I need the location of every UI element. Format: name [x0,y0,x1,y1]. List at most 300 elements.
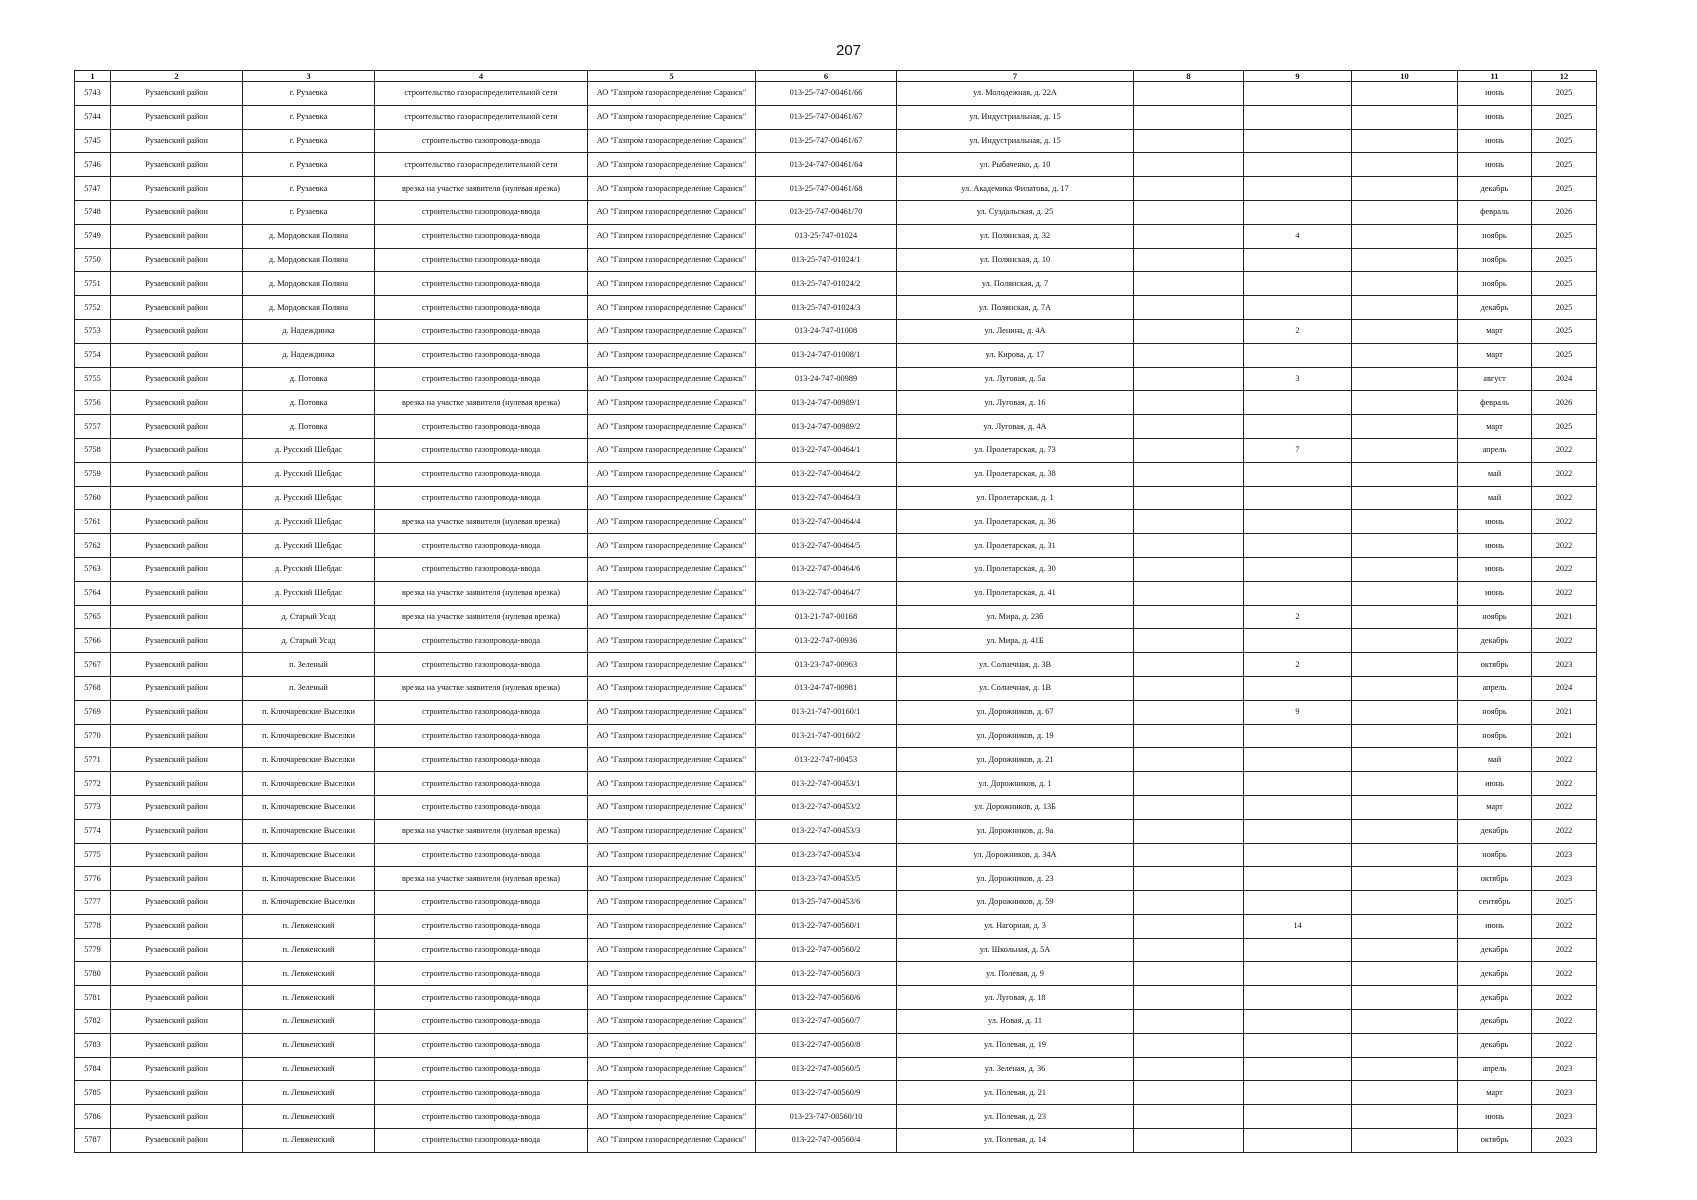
cell-col-8 [1134,391,1244,415]
cell-year: 2022 [1532,772,1597,796]
cell-month: ноябрь [1458,272,1532,296]
cell-organization: АО "Газпром газораспределение Саранск" [588,177,756,201]
cell-month: март [1458,415,1532,439]
cell-locality: д. Русский Шебдас [243,462,375,486]
cell-col-10 [1352,724,1458,748]
cell-district: Рузаевский район [111,557,243,581]
cell-district: Рузаевский район [111,105,243,129]
cell-work-type: врезка на участке заявителя (нулевая врезка) [375,676,588,700]
cell-col-8 [1134,867,1244,891]
table-row [75,1010,1597,1034]
cell-month: июнь [1458,557,1532,581]
cell-work-type: врезка на участке заявителя (нулевая врезка) [375,177,588,201]
cell-address: ул. Луговая, д. 18 [897,986,1134,1010]
table-row [75,534,1597,558]
cell-number: 5776 [75,867,111,891]
cell-locality: г. Рузаевка [243,200,375,224]
cell-year: 2022 [1532,629,1597,653]
cell-address: ул. Нагорная, д. 3 [897,914,1134,938]
cell-district: Рузаевский район [111,867,243,891]
cell-district: Рузаевский район [111,129,243,153]
cell-address: ул. Дорожников, д. 13Б [897,795,1134,819]
cell-month: ноябрь [1458,843,1532,867]
cell-number: 5759 [75,462,111,486]
cell-month: июнь [1458,105,1532,129]
cell-contract-id: 013-22-747-00464/1 [756,438,897,462]
cell-work-type: строительство газопровода-ввода [375,653,588,677]
cell-year: 2024 [1532,367,1597,391]
cell-col-10 [1352,534,1458,558]
cell-col-9 [1244,272,1352,296]
cell-work-type: строительство газопровода-ввода [375,748,588,772]
cell-col-9 [1244,1033,1352,1057]
table-row [75,510,1597,534]
cell-contract-id: 013-22-747-00560/5 [756,1057,897,1081]
cell-district: Рузаевский район [111,581,243,605]
cell-address: ул. Мира, д. 41Б [897,629,1134,653]
cell-number: 5786 [75,1105,111,1129]
cell-col-9 [1244,1081,1352,1105]
cell-col-8 [1134,224,1244,248]
cell-contract-id: 013-22-747-00560/9 [756,1081,897,1105]
cell-year: 2025 [1532,248,1597,272]
cell-address: ул. Дорожников, д. 19 [897,724,1134,748]
cell-year: 2025 [1532,224,1597,248]
cell-district: Рузаевский район [111,795,243,819]
cell-contract-id: 013-24-747-00989/1 [756,391,897,415]
cell-col-9 [1244,82,1352,106]
cell-number: 5779 [75,938,111,962]
cell-organization: АО "Газпром газораспределение Саранск" [588,272,756,296]
cell-year: 2025 [1532,343,1597,367]
cell-year: 2022 [1532,986,1597,1010]
cell-contract-id: 013-23-747-00963 [756,653,897,677]
cell-address: ул. Пролетарская, д. 1 [897,486,1134,510]
cell-year: 2022 [1532,1033,1597,1057]
cell-address: ул. Дорожников, д. 67 [897,700,1134,724]
cell-organization: АО "Газпром газораспределение Саранск" [588,819,756,843]
cell-work-type: строительство газораспределительной сети [375,153,588,177]
cell-col-8 [1134,629,1244,653]
cell-work-type: строительство газопровода-ввода [375,319,588,343]
cell-work-type: строительство газопровода-ввода [375,843,588,867]
cell-organization: АО "Газпром газораспределение Саранск" [588,843,756,867]
cell-contract-id: 013-22-747-00464/4 [756,510,897,534]
cell-locality: д. Русский Шебдас [243,534,375,558]
cell-work-type: строительство газопровода-ввода [375,200,588,224]
cell-district: Рузаевский район [111,486,243,510]
cell-work-type: строительство газопровода-ввода [375,962,588,986]
column-header-4: 4 [375,71,588,82]
cell-organization: АО "Газпром газораспределение Саранск" [588,462,756,486]
cell-year: 2022 [1532,534,1597,558]
cell-organization: АО "Газпром газораспределение Саранск" [588,962,756,986]
cell-month: октябрь [1458,1129,1532,1153]
cell-district: Рузаевский район [111,82,243,106]
cell-contract-id: 013-24-747-00981 [756,676,897,700]
cell-year: 2025 [1532,82,1597,106]
table-row [75,1033,1597,1057]
cell-number: 5750 [75,248,111,272]
column-header-11: 11 [1458,71,1532,82]
cell-locality: п. Ключаревские Выселки [243,724,375,748]
cell-district: Рузаевский район [111,986,243,1010]
cell-work-type: строительство газопровода-ввода [375,1081,588,1105]
cell-number: 5771 [75,748,111,772]
table-row [75,986,1597,1010]
cell-work-type: строительство газопровода-ввода [375,129,588,153]
cell-locality: д. Русский Шебдас [243,510,375,534]
cell-contract-id: 013-25-747-01024/1 [756,248,897,272]
cell-year: 2022 [1532,486,1597,510]
table-row [75,1105,1597,1129]
cell-address: ул. Пролетарская, д. 38 [897,462,1134,486]
cell-organization: АО "Газпром газораспределение Саранск" [588,938,756,962]
cell-month: декабрь [1458,938,1532,962]
cell-col-10 [1352,438,1458,462]
cell-address: ул. Луговая, д. 16 [897,391,1134,415]
cell-organization: АО "Газпром газораспределение Саранск" [588,605,756,629]
cell-year: 2026 [1532,200,1597,224]
cell-work-type: врезка на участке заявителя (нулевая врезка) [375,581,588,605]
cell-number: 5787 [75,1129,111,1153]
cell-year: 2022 [1532,462,1597,486]
cell-work-type: строительство газопровода-ввода [375,1105,588,1129]
cell-locality: п. Ключаревские Выселки [243,748,375,772]
column-header-9: 9 [1244,71,1352,82]
cell-month: июнь [1458,153,1532,177]
cell-district: Рузаевский район [111,1057,243,1081]
cell-col-9 [1244,1010,1352,1034]
cell-organization: АО "Газпром газораспределение Саранск" [588,296,756,320]
cell-work-type: строительство газопровода-ввода [375,629,588,653]
register-table [74,70,1597,1153]
cell-number: 5763 [75,557,111,581]
cell-address: ул. Полянская, д. 7А [897,296,1134,320]
cell-number: 5751 [75,272,111,296]
table-row [75,153,1597,177]
cell-address: ул. Молодежная, д. 22А [897,82,1134,106]
cell-address: ул. Дорожников, д. 1 [897,772,1134,796]
cell-district: Рузаевский район [111,772,243,796]
cell-col-8 [1134,700,1244,724]
cell-year: 2022 [1532,962,1597,986]
cell-contract-id: 013-21-747-00168 [756,605,897,629]
table-body [75,82,1597,1153]
cell-district: Рузаевский район [111,914,243,938]
cell-work-type: строительство газопровода-ввода [375,700,588,724]
cell-address: ул. Полянская, д. 7 [897,272,1134,296]
cell-number: 5762 [75,534,111,558]
cell-work-type: строительство газопровода-ввода [375,415,588,439]
cell-address: ул. Дорожников, д. 23 [897,867,1134,891]
cell-col-8 [1134,795,1244,819]
cell-address: ул. Полевая, д. 14 [897,1129,1134,1153]
cell-year: 2023 [1532,867,1597,891]
cell-address: ул. Рыбаченко, д. 10 [897,153,1134,177]
cell-organization: АО "Газпром газораспределение Саранск" [588,629,756,653]
cell-month: май [1458,462,1532,486]
cell-address: ул. Пролетарская, д. 36 [897,510,1134,534]
cell-col-10 [1352,510,1458,534]
cell-col-8 [1134,367,1244,391]
cell-col-9 [1244,938,1352,962]
cell-district: Рузаевский район [111,177,243,201]
cell-district: Рузаевский район [111,891,243,915]
cell-col-8 [1134,605,1244,629]
cell-contract-id: 013-24-747-01008 [756,319,897,343]
cell-organization: АО "Газпром газораспределение Саранск" [588,1105,756,1129]
cell-locality: п. Левженский [243,1081,375,1105]
cell-district: Рузаевский район [111,843,243,867]
cell-district: Рузаевский район [111,343,243,367]
cell-work-type: строительство газопровода-ввода [375,986,588,1010]
cell-address: ул. Полевая, д. 9 [897,962,1134,986]
cell-district: Рузаевский район [111,391,243,415]
cell-col-9 [1244,296,1352,320]
table-row [75,391,1597,415]
cell-year: 2022 [1532,795,1597,819]
cell-col-8 [1134,177,1244,201]
column-header-3: 3 [243,71,375,82]
cell-year: 2025 [1532,319,1597,343]
cell-contract-id: 013-22-747-00560/4 [756,1129,897,1153]
cell-work-type: строительство газопровода-ввода [375,1129,588,1153]
cell-col-10 [1352,224,1458,248]
cell-number: 5784 [75,1057,111,1081]
cell-col-9: 7 [1244,438,1352,462]
cell-number: 5775 [75,843,111,867]
cell-col-10 [1352,1057,1458,1081]
cell-locality: д. Русский Шебдас [243,438,375,462]
cell-locality: д. Мордовская Поляна [243,296,375,320]
cell-address: ул. Пролетарская, д. 30 [897,557,1134,581]
cell-year: 2025 [1532,105,1597,129]
cell-address: ул. Полевая, д. 19 [897,1033,1134,1057]
cell-number: 5752 [75,296,111,320]
cell-col-9 [1244,343,1352,367]
cell-locality: г. Рузаевка [243,105,375,129]
cell-district: Рузаевский район [111,153,243,177]
cell-organization: АО "Газпром газораспределение Саранск" [588,1010,756,1034]
table-row [75,486,1597,510]
cell-district: Рузаевский район [111,296,243,320]
cell-month: ноябрь [1458,724,1532,748]
cell-district: Рузаевский район [111,819,243,843]
cell-number: 5745 [75,129,111,153]
cell-district: Рузаевский район [111,1033,243,1057]
table-row [75,843,1597,867]
table-row [75,129,1597,153]
cell-col-8 [1134,272,1244,296]
cell-month: март [1458,795,1532,819]
cell-locality: д. Потовка [243,367,375,391]
cell-organization: АО "Газпром газораспределение Саранск" [588,724,756,748]
cell-district: Рузаевский район [111,510,243,534]
cell-contract-id: 013-25-747-00461/68 [756,177,897,201]
cell-contract-id: 013-25-747-00461/67 [756,105,897,129]
cell-year: 2022 [1532,557,1597,581]
cell-col-8 [1134,296,1244,320]
cell-contract-id: 013-22-747-00560/3 [756,962,897,986]
cell-col-8 [1134,200,1244,224]
cell-address: ул. Индустриальная, д. 15 [897,129,1134,153]
cell-col-10 [1352,1081,1458,1105]
cell-contract-id: 013-22-747-00464/2 [756,462,897,486]
cell-col-10 [1352,296,1458,320]
cell-year: 2025 [1532,153,1597,177]
cell-district: Рузаевский район [111,319,243,343]
cell-col-8 [1134,129,1244,153]
cell-col-8 [1134,82,1244,106]
cell-address: ул. Полянская, д. 10 [897,248,1134,272]
cell-organization: АО "Газпром газораспределение Саранск" [588,1033,756,1057]
cell-number: 5768 [75,676,111,700]
table-row [75,891,1597,915]
cell-month: апрель [1458,438,1532,462]
cell-address: ул. Полевая, д. 21 [897,1081,1134,1105]
cell-work-type: строительство газопровода-ввода [375,272,588,296]
cell-contract-id: 013-21-747-00160/1 [756,700,897,724]
cell-contract-id: 013-25-747-01024/3 [756,296,897,320]
cell-number: 5758 [75,438,111,462]
cell-address: ул. Пролетарская, д. 41 [897,581,1134,605]
cell-work-type: врезка на участке заявителя (нулевая врезка) [375,391,588,415]
cell-district: Рузаевский район [111,629,243,653]
cell-col-9 [1244,795,1352,819]
cell-month: октябрь [1458,867,1532,891]
cell-contract-id: 013-22-747-00453/3 [756,819,897,843]
cell-year: 2023 [1532,1129,1597,1153]
cell-col-9 [1244,177,1352,201]
table-row [75,819,1597,843]
cell-col-10 [1352,557,1458,581]
cell-contract-id: 013-22-747-00464/3 [756,486,897,510]
cell-organization: АО "Газпром газораспределение Саранск" [588,319,756,343]
column-header-8: 8 [1134,71,1244,82]
cell-col-10 [1352,795,1458,819]
cell-contract-id: 013-23-747-00453/5 [756,867,897,891]
cell-col-8 [1134,1010,1244,1034]
cell-work-type: строительство газопровода-ввода [375,938,588,962]
cell-col-10 [1352,1129,1458,1153]
cell-col-8 [1134,1033,1244,1057]
cell-col-10 [1352,1010,1458,1034]
cell-number: 5765 [75,605,111,629]
cell-month: февраль [1458,391,1532,415]
cell-year: 2023 [1532,1105,1597,1129]
table-row [75,676,1597,700]
cell-address: ул. Полевая, д. 23 [897,1105,1134,1129]
cell-locality: д. Старый Усад [243,629,375,653]
cell-col-9 [1244,1105,1352,1129]
cell-col-10 [1352,391,1458,415]
cell-work-type: строительство газопровода-ввода [375,1033,588,1057]
cell-number: 5767 [75,653,111,677]
cell-col-8 [1134,581,1244,605]
cell-col-9 [1244,867,1352,891]
cell-district: Рузаевский район [111,415,243,439]
cell-locality: г. Рузаевка [243,82,375,106]
page-number: 207 [835,42,862,59]
table-row [75,938,1597,962]
table-row [75,914,1597,938]
cell-month: декабрь [1458,1033,1532,1057]
cell-number: 5778 [75,914,111,938]
table-header [75,71,1597,82]
cell-work-type: строительство газопровода-ввода [375,534,588,558]
cell-month: май [1458,748,1532,772]
cell-address: ул. Зеленая, д. 36 [897,1057,1134,1081]
cell-month: февраль [1458,200,1532,224]
cell-number: 5770 [75,724,111,748]
cell-district: Рузаевский район [111,438,243,462]
cell-district: Рузаевский район [111,938,243,962]
cell-work-type: строительство газопровода-ввода [375,296,588,320]
cell-col-8 [1134,248,1244,272]
header-row [75,71,1597,82]
cell-col-9: 2 [1244,653,1352,677]
cell-col-10 [1352,938,1458,962]
cell-month: декабрь [1458,986,1532,1010]
cell-number: 5756 [75,391,111,415]
cell-organization: АО "Газпром газораспределение Саранск" [588,700,756,724]
cell-col-9 [1244,557,1352,581]
table-row [75,748,1597,772]
cell-number: 5757 [75,415,111,439]
cell-work-type: строительство газопровода-ввода [375,367,588,391]
cell-locality: п. Ключаревские Выселки [243,843,375,867]
cell-organization: АО "Газпром газораспределение Саранск" [588,986,756,1010]
cell-organization: АО "Газпром газораспределение Саранск" [588,343,756,367]
cell-locality: д. Русский Шебдас [243,486,375,510]
cell-number: 5785 [75,1081,111,1105]
table-row [75,962,1597,986]
cell-organization: АО "Газпром газораспределение Саранск" [588,438,756,462]
cell-month: август [1458,367,1532,391]
cell-col-9 [1244,200,1352,224]
cell-col-9 [1244,129,1352,153]
table-row [75,653,1597,677]
cell-work-type: врезка на участке заявителя (нулевая врезка) [375,819,588,843]
cell-organization: АО "Газпром газораспределение Саранск" [588,510,756,534]
cell-contract-id: 013-25-747-00461/70 [756,200,897,224]
cell-locality: д. Надеждинка [243,319,375,343]
table-row [75,272,1597,296]
cell-year: 2026 [1532,391,1597,415]
cell-col-8 [1134,843,1244,867]
cell-locality: д. Надеждинка [243,343,375,367]
cell-contract-id: 013-21-747-00160/2 [756,724,897,748]
cell-col-8 [1134,938,1244,962]
cell-contract-id: 013-24-747-00461/64 [756,153,897,177]
cell-organization: АО "Газпром газораспределение Саранск" [588,82,756,106]
cell-contract-id: 013-22-747-00453/2 [756,795,897,819]
cell-col-9 [1244,843,1352,867]
cell-work-type: врезка на участке заявителя (нулевая врезка) [375,510,588,534]
cell-organization: АО "Газпром газораспределение Саранск" [588,200,756,224]
cell-contract-id: 013-24-747-00989/2 [756,415,897,439]
cell-district: Рузаевский район [111,272,243,296]
cell-col-8 [1134,534,1244,558]
cell-locality: д. Потовка [243,415,375,439]
cell-contract-id: 013-22-747-00560/8 [756,1033,897,1057]
cell-district: Рузаевский район [111,200,243,224]
cell-month: сентябрь [1458,891,1532,915]
cell-col-10 [1352,343,1458,367]
cell-address: ул. Полянская, д. 32 [897,224,1134,248]
cell-month: ноябрь [1458,248,1532,272]
